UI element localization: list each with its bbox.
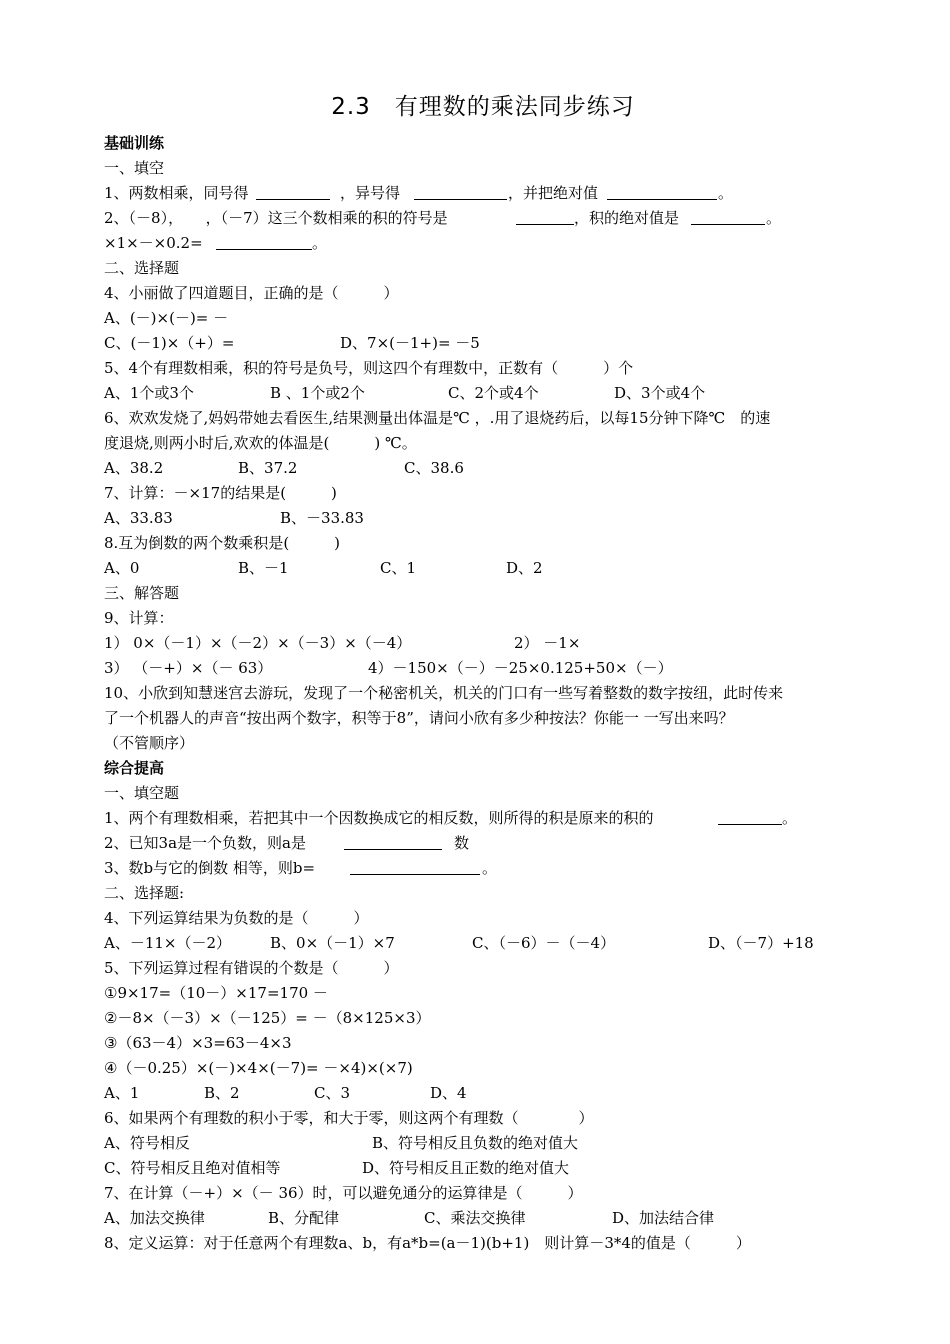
s2-q6-option-a[interactable]: A、符号相反 (104, 1134, 190, 1152)
q7-option-b[interactable]: B、－33.83 (280, 509, 364, 527)
question-8-stem: 8.互为倒数的两个数乘积是( ) (104, 534, 341, 552)
fill-heading: 一、填空 (104, 159, 165, 177)
s2-question-8-stem: 8、定义运算：对于任意两个有理数a、b，有a*b=(a－1)(b+1) 则计算－3*4的值是（ ） (104, 1234, 751, 1252)
s2-q7-option-b[interactable]: B、分配律 (268, 1209, 340, 1227)
question-10-line-3: （不管顺序） (104, 734, 195, 752)
s2-q5-row-1: ①9×17=（10－）×17=170 － (104, 984, 328, 1002)
s2-q2-text-a: 2、已知3a是一个负数，则a是 (104, 834, 306, 852)
q1-blank-1[interactable] (256, 184, 330, 200)
q9-part-2: 2） －1× (514, 634, 581, 652)
s2-q7-option-d[interactable]: D、加法结合律 (612, 1209, 715, 1227)
q8-option-a[interactable]: A、0 (104, 559, 140, 577)
q1-text-b: ，异号得 (340, 184, 401, 202)
q4-option-a[interactable]: A、(－)×(－)= － (104, 309, 229, 327)
s2-q5-option-b[interactable]: B、2 (204, 1084, 240, 1102)
question-9-stem: 9、计算： (104, 609, 174, 627)
q3-blank[interactable] (216, 234, 312, 250)
choice-heading-2: 二、选择题: (104, 884, 185, 902)
question-6-stem-1: 6、欢欢发烧了,妈妈带她去看医生,结果测量出体温是℃ ，.用了退烧药后，以每15分钟下降℃ 的速 (104, 409, 771, 427)
q8-option-b[interactable]: B、－1 (238, 559, 289, 577)
s2-q1-blank[interactable] (718, 809, 782, 825)
q2-text-b: ，积的绝对值是 (574, 209, 680, 227)
s2-q3-text-b: 。 (482, 859, 498, 877)
q6-option-a[interactable]: A、38.2 (104, 459, 164, 477)
q4-option-d[interactable]: D、7×(－1+)= －5 (340, 334, 480, 352)
q2-blank-1[interactable] (516, 209, 574, 225)
q5-option-d[interactable]: D、3个或4个 (614, 384, 706, 402)
q1-blank-2[interactable] (414, 184, 507, 200)
s2-question-6-stem: 6、如果两个有理数的积小于零，和大于零，则这两个有理数（ ） (104, 1109, 594, 1127)
q5-option-c[interactable]: C、2个或4个 (448, 384, 539, 402)
q1-blank-3[interactable] (607, 184, 717, 200)
q5-option-b[interactable]: B 、1个或2个 (270, 384, 365, 402)
section-heading-advanced: 综合提高 (104, 759, 165, 777)
q3-text-a: ×1×－×0.2= (104, 234, 203, 252)
s2-q7-option-c[interactable]: C、乘法交换律 (424, 1209, 526, 1227)
q4-option-c[interactable]: C、(－1)×（+）= (104, 334, 235, 352)
s2-q6-option-b[interactable]: B、符号相反且负数的绝对值大 (372, 1134, 579, 1152)
s2-q6-option-d[interactable]: D、符号相反且正数的绝对值大 (362, 1159, 570, 1177)
question-5-stem: 5、4个有理数相乘，积的符号是负号，则这四个有理数中，正数有（ ）个 (104, 359, 634, 377)
question-10-line-2: 了一个机器人的声音“按出两个数字，积等于8”，请问小欣有多少种按法？你能一 一写出来吗？ (104, 709, 734, 727)
s2-q7-option-a[interactable]: A、加法交换律 (104, 1209, 205, 1227)
s2-q2-blank[interactable] (344, 834, 442, 850)
q2-blank-2[interactable] (691, 209, 765, 225)
q1-text-a: 1、两数相乘，同号得 (104, 184, 249, 202)
q8-option-c[interactable]: C、1 (380, 559, 417, 577)
s2-q4-option-b[interactable]: B、0×（－1）×7 (270, 934, 395, 952)
section-heading-basic: 基础训练 (104, 134, 165, 152)
s2-q1-text-b: 。 (782, 809, 798, 827)
s2-q4-option-d[interactable]: D、（－7）+18 (708, 934, 814, 952)
s2-q3-text-a: 3、数b与它的倒数 相等，则b= (104, 859, 316, 877)
q2-text-a: 2、（－8）， ，（－7）这三个数相乘的积的符号是 (104, 209, 448, 227)
s2-q2-text-b: 数 (454, 834, 470, 852)
q9-part-1: 1） 0×（－1）×（－2）×（－3）×（－4） (104, 634, 412, 652)
s2-q5-option-d[interactable]: D、4 (430, 1084, 467, 1102)
q2-text-c: 。 (766, 209, 782, 227)
s2-question-7-stem: 7、在计算（－+）×（－ 36）时，可以避免通分的运算律是（ ） (104, 1184, 583, 1202)
question-6-stem-2: 度退烧,则两小时后,欢欢的体温是( ) ℃。 (104, 434, 417, 452)
q1-text-c: ，并把绝对值 (508, 184, 599, 202)
question-4-stem: 4、小丽做了四道题目，正确的是（ ） (104, 284, 399, 302)
s2-q5-row-2: ②－8×（－3）×（－125）= －（8×125×3） (104, 1009, 431, 1027)
s2-question-5-stem: 5、下列运算过程有错误的个数是（ ） (104, 959, 399, 977)
s2-question-4-stem: 4、下列运算结果为负数的是（ ） (104, 909, 369, 927)
solve-heading: 三、解答题 (104, 584, 180, 602)
page-title: 2.3 有理数的乘法同步练习 (331, 94, 635, 120)
s2-q4-option-c[interactable]: C、（－6）－（－4） (472, 934, 616, 952)
s2-q5-row-4: ④（－0.25）×(－)×4×(－7)= －×4)×(×7) (104, 1059, 413, 1077)
s2-q5-option-a[interactable]: A、1 (104, 1084, 140, 1102)
choice-heading: 二、选择题 (104, 259, 180, 277)
s2-q6-option-c[interactable]: C、符号相反且绝对值相等 (104, 1159, 281, 1177)
question-7-stem: 7、计算：－×17的结果是( ) (104, 484, 337, 502)
s2-q3-blank[interactable] (350, 859, 480, 875)
q6-option-c[interactable]: C、38.6 (404, 459, 464, 477)
q3-text-b: 。 (312, 234, 328, 252)
question-10-line-1: 10、小欣到知慧迷宫去游玩，发现了一个秘密机关，机关的门口有一些写着整数的数字按纽，此时传来 (104, 684, 784, 702)
q6-option-b[interactable]: B、37.2 (238, 459, 298, 477)
q9-part-4: 4）－150×（－）－25×0.125+50×（－） (368, 659, 673, 677)
q7-option-a[interactable]: A、33.83 (104, 509, 173, 527)
s2-q4-option-a[interactable]: A、－11×（－2） (104, 934, 232, 952)
s2-q1-text-a: 1、两个有理数相乘，若把其中一个因数换成它的相反数，则所得的积是原来的积的 (104, 809, 654, 827)
fill-heading-2: 一、填空题 (104, 784, 180, 802)
s2-q5-row-3: ③（63－4）×3=63－4×3 (104, 1034, 292, 1052)
q8-option-d[interactable]: D、2 (506, 559, 543, 577)
q1-text-d: 。 (718, 184, 734, 202)
s2-q5-option-c[interactable]: C、3 (314, 1084, 351, 1102)
q9-part-3: 3） （－+）×（－ 63） (104, 659, 273, 677)
q5-option-a[interactable]: A、1个或3个 (104, 384, 194, 402)
